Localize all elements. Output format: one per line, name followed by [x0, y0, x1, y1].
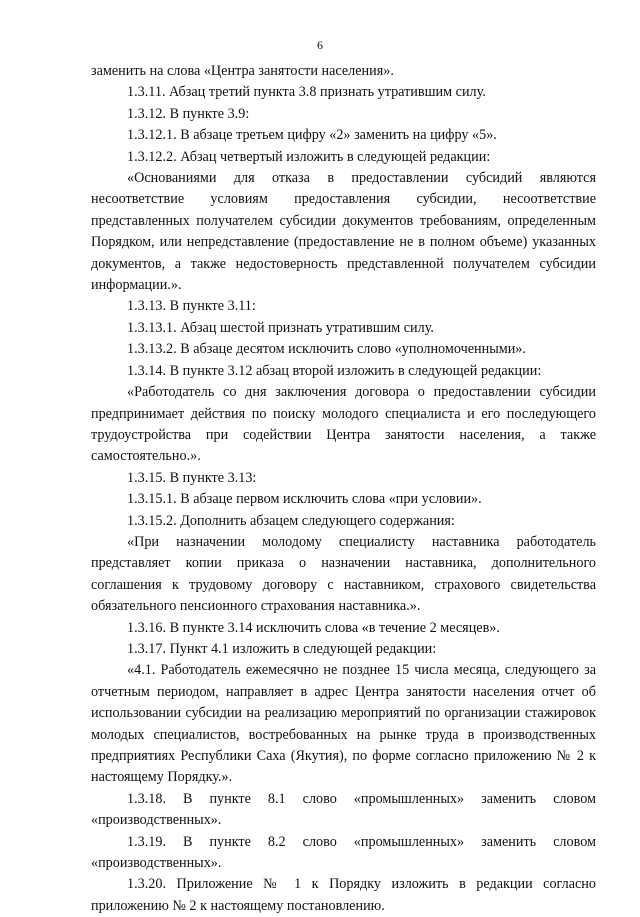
paragraph-1-3-12: 1.3.12. В пункте 3.9: — [127, 105, 250, 122]
paragraph-1-3-11: 1.3.11. Абзац третий пункта 3.8 признать утратившим силу. — [127, 84, 486, 101]
paragraph-1-3-12-1: 1.3.12.1. В абзаце третьем цифру «2» заменить на цифру «5». — [127, 127, 497, 144]
quote-point-4-1: «4.1. Работодатель ежемесячно не позднее 15 числа месяца, следующего за отчетным периодом, направляет в адрес Центра занятости населения отчет об использовании субсидии на реализацию мероприятий по организации стажировок молодых специалистов, востребованных на рынке труда в производственных предприятиях Республики Саха (Якутия), по форме согласно приложению № 2 к настоящему Порядку.». — [91, 662, 596, 786]
paragraph-1-3-19: 1.3.19. В пункте 8.2 слово «промышленных» заменить словом «производственных». — [91, 833, 596, 872]
quote-mentor-documents: «При назначении молодому специалисту наставника работодатель представляет копии приказа о назначении наставника, дополнительного соглашения к трудовому договору с наставником, страхового свидетельства обязательного пенсионного страхования наставника.». — [91, 533, 596, 615]
paragraph-1-3-13-2: 1.3.13.2. В абзаце десятом исключить слово «уполномоченными». — [127, 341, 526, 358]
paragraph-continuation: заменить на слова «Центра занятости населения». — [91, 63, 394, 79]
paragraph-1-3-15-1: 1.3.15.1. В абзаце первом исключить слова «при условии». — [127, 491, 482, 508]
paragraph-1-3-20: 1.3.20. Приложение № 1 к Порядку изложить в редакции согласно приложению № 2 к настоящему постановлению. — [91, 876, 596, 914]
paragraph-1-3-12-2: 1.3.12.2. Абзац четвертый изложить в следующей редакции: — [127, 148, 491, 165]
paragraph-1-3-17: 1.3.17. Пункт 4.1 изложить в следующей редакции: — [127, 640, 437, 657]
paragraph-1-3-15: 1.3.15. В пункте 3.13: — [127, 469, 257, 486]
paragraph-1-3-18: 1.3.18. В пункте 8.1 слово «промышленных» заменить словом «производственных». — [91, 790, 596, 829]
page-number: 6 — [317, 38, 323, 52]
document-body — [91, 61, 596, 917]
paragraph-1-3-15-2: 1.3.15.2. Дополнить абзацем следующего содержания: — [127, 512, 455, 529]
quote-employer-actions: «Работодатель со дня заключения договора о предоставлении субсидии предпринимает действия по поиску молодого специалиста и его последующего трудоустройства при содействии Центра занятости населения, а также самостоятельно.». — [91, 384, 596, 465]
paragraph-1-3-14: 1.3.14. В пункте 3.12 абзац второй изложить в следующей редакции: — [127, 362, 542, 379]
paragraph-1-3-16: 1.3.16. В пункте 3.14 исключить слова «в течение 2 месяцев». — [127, 619, 500, 636]
quote-refusal-grounds: «Основаниями для отказа в предоставлении субсидий являются несоответствие условиям предоставления субсидии, несоответствие представленных получателем субсидии документов требованиям, определенным Порядком, или непредставление (предоставление не в полном объеме) указанных документов, а также недостоверность представленной получателем субсидии информации.». — [91, 170, 596, 294]
paragraph-1-3-13-1: 1.3.13.1. Абзац шестой признать утратившим силу. — [127, 319, 434, 336]
paragraph-1-3-13: 1.3.13. В пункте 3.11: — [127, 298, 256, 315]
